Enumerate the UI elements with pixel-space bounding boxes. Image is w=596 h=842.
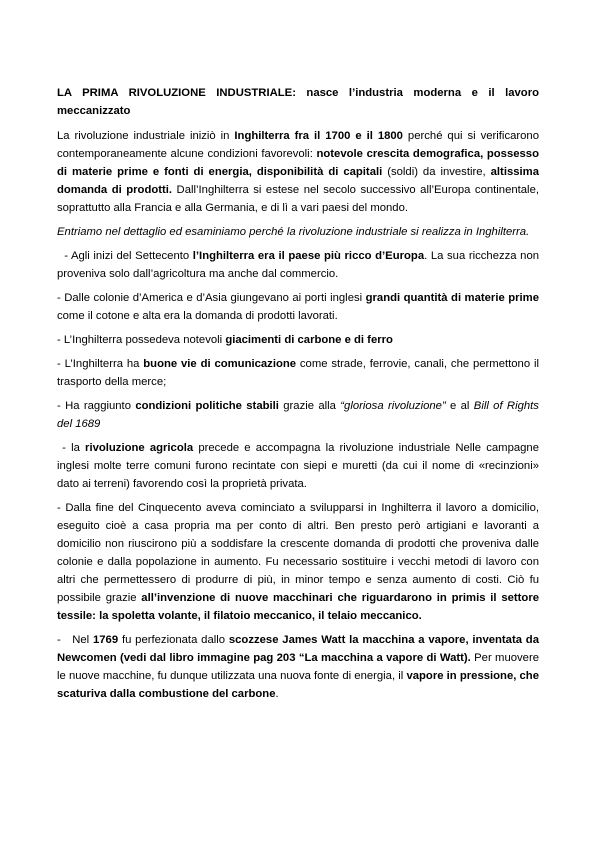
paragraph-richest-country: - Agli inizi del Settecento l’Inghilterra era il paese più ricco d’Europa. La sua ricchezza non proveniva solo dall’agricoltura ma anche dal commercio. [57,250,540,280]
paragraph-politics: - Ha raggiunto condizioni politiche stabili grazie alla “gloriosa rivoluzione” e al Bill of Rights del 1689 [57,400,539,430]
paragraph-coal-iron: - L’Inghilterra possedeva notevoli giacimenti di carbone e di ferro [57,334,393,346]
document-page [57,84,539,709]
paragraph-home-work: - Dalla fine del Cinquecento aveva cominciato a svilupparsi in Inghilterra il lavoro a domicilio, eseguito cioè a casa propria ma per conto di altri. Ben presto però artigiani e lavoranti a domicilio non riuscirono più a soddisfare la crescente domanda di prodotti che proveniva dalle colonie e dalla popolazione in aumento. Fu necessario sostituire i vecchi metodi di lavoro con altri che permettessero di produrre di più, in minor tempo e senza aumento di costi. Ciò fu possibile grazie all’invenzione di nuove macchinari che riguardarono in primis il settore tessile: la spoletta volante, il filatoio meccanico, il telaio meccanico. [57,502,539,622]
paragraph-communication: - L’Inghilterra ha buone vie di comunicazione come strade, ferrovie, canali, che permettono il trasporto della merce; [57,358,539,388]
paragraph-intro: La rivoluzione industriale iniziò in Inghilterra fra il 1700 e il 1800 perché qui si verificarono contemporaneamente alcune condizioni favorevoli: notevole crescita demografica, possesso di materie prime e fonti di energia, disponibilità di capitali (soldi) da investire, altissima domanda di prodotti. Dall’Inghilterra si estese nel secolo successivo all’Europa continentale, soprattutto alla Francia e alla Germania, e di lì a vari paesi del mondo. [57,130,539,214]
paragraph-agricultural-revolution: - la rivoluzione agricola precede e accompagna la rivoluzione industriale Nelle campagne inglesi molte terre comuni furono recintate con siepi e muretti (da cui il nome di «recinzioni» dato ai terreni) favorendo così la proprietà privata. [57,442,539,490]
document-title: LA PRIMA RIVOLUZIONE INDUSTRIALE: nasce l’industria moderna e il lavoro meccanizzato [57,87,539,117]
paragraph-italic-intro: Entriamo nel dettaglio ed esaminiamo perché la rivoluzione industriale si realizza in Inghilterra. [57,226,530,238]
paragraph-steam-engine: - Nel 1769 fu perfezionata dallo scozzese James Watt la macchina a vapore, inventata da Newcomen (vedi dal libro immagine pag 203 “La macchina a vapore di Watt). Per muovere le nuove macchine, fu dunque utilizzata una nuova fonte di energia, il vapore in pressione, che scaturiva dalla combustione del carbone. [57,634,540,700]
paragraph-colonies: - Dalle colonie d’America e d’Asia giungevano ai porti inglesi grandi quantità di materie prime come il cotone e alta era la domanda di prodotti lavorati. [57,292,539,322]
